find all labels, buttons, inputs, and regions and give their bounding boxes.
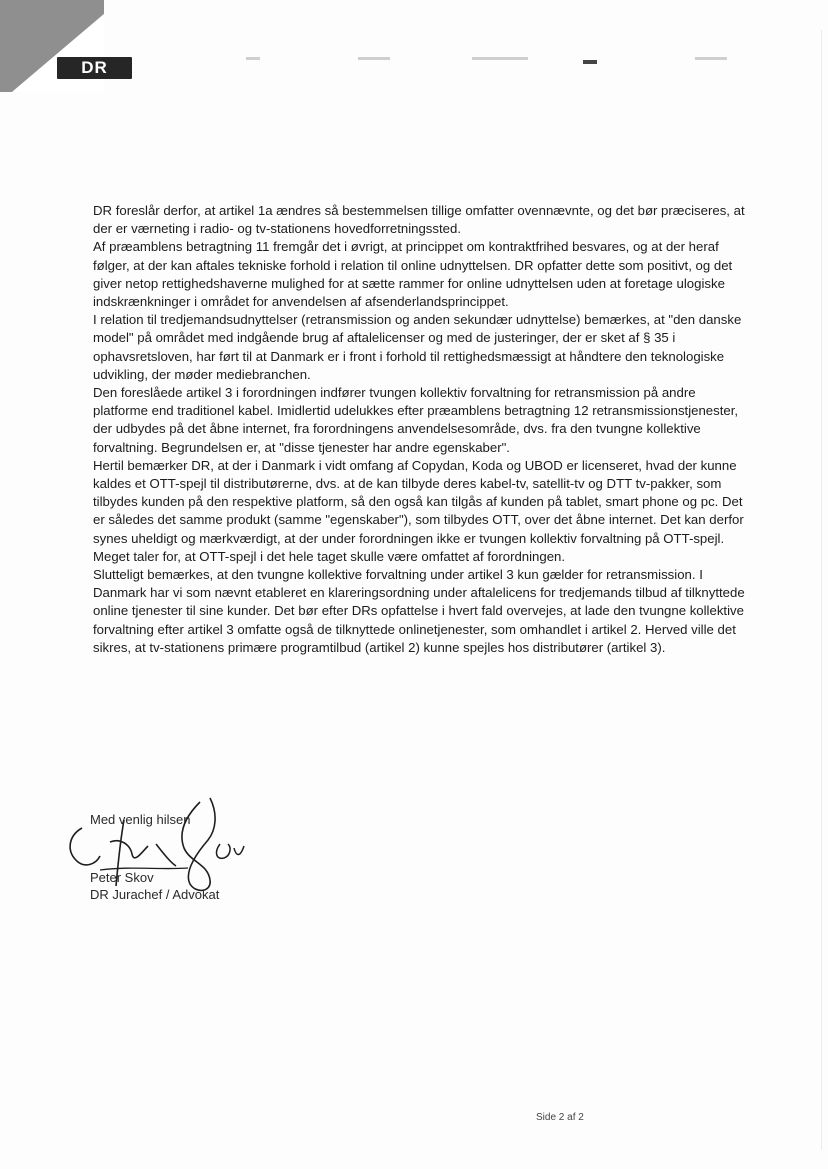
paragraph: DR foreslår derfor, at artikel 1a ændres så bestemmelsen tillige omfatter ovennævnte, og det bør præciseres, at der er værneting i radio- og tv-stationens hovedforretningssted. [93,203,745,237]
paragraph: Slutteligt bemærkes, at den tvungne kollektive forvaltning under artikel 3 kun gælder for retransmission. I Danmark har vi som nævnt etableret en klareringsordning under aftalelicens for tredjemands tilbud af tilknyttede online tjenester til sine kunder. Det bør efter DRs opfattelse i hvert fald overvejes, at lade den tvungne kollektive forvaltning efter artikel 3 omfatte også de tilknyttede onlinetjenester, som omhandlet i artikel 2. Herved ville det sikres, at tv-stationens primære programtilbud (artikel 2) kunne spejles hos distributører (artikel 3). [93,567,745,655]
paragraph: I relation til tredjemandsudnyttelser (retransmission og anden sekundær udnyttelse) bemærkes, at "den danske model" på området med indgående brug af aftalelicenser og med de justeringer, der er sket af § 35 i ophavsretsloven, har ført til at Danmark er i front i forhold til rettighedsmæssigt at håndtere den teknologiske udvikling, der møder mediebranchen. [93,312,742,382]
page-number: Side 2 af 2 [536,1112,584,1123]
header-mark [358,57,390,60]
closing-text: Med venlig hilsen [90,812,191,827]
signer-name: Peter Skov [90,870,154,885]
header-mark [246,57,260,60]
letter-body [93,202,753,657]
paragraph: Af præamblens betragtning 11 fremgår det i øvrigt, at princippet om kontraktfrihed besvares, og at der heraf følger, at der kan aftales tekniske forhold i relation til online udnyttelsen. DR opfatter dette som positivt, og det giver netop rettighedshaverne mulighed for at sætte rammer for online udnyttelsen uden at foretage ulogiske indskrænkninger i området for anvendelsen af afsenderlandsprincippet. [93,239,733,310]
paragraph: Den foreslåede artikel 3 i forordningen indfører tvungen kollektiv forvaltning for retransmission på andre platforme end traditionel kabel. Imidlertid udelukkes efter præamblens betragtning 12 retransmissionstjenester, der udbydes på det åbne internet, fra forordningens anvendelsesområde, dvs. fra den tvungne kollektive forvaltning. Begrundelsen er, at "disse tjenester har andre egenskaber". [93,385,739,455]
signer-title: DR Jurachef / Advokat [90,887,220,902]
page-edge-line [821,30,822,1150]
header-mark [695,57,727,60]
handwritten-signature [60,790,250,900]
dr-logo [57,57,132,79]
dr-logo-text: DR [81,58,108,77]
paragraph: Hertil bemærker DR, at der i Danmark i vidt omfang af Copydan, Koda og UBOD er licenseret, hvad der kunne kaldes et OTT-spejl til distributørerne, dvs. at de kan tilbyde deres kabel-tv, satellit-tv og DTT tv-pakker, som tilbydes kunden på den respektive platform, så den også kan tilgås af kunden på tablet, smart phone og pc. Det er således det samme produkt (samme "egenskaber"), som tilbydes OTT, over det åbne internet. Det kan derfor synes uheldigt og mærkværdigt, at der under forordningen ikke er tvungen kollektiv forvaltning på OTT-spejl. Meget taler for, at OTT-spejl i det hele taget skulle være omfattet af forordningen. [93,457,744,564]
corner-fold-graphic [0,0,110,100]
header-mark [583,60,597,64]
header-mark [472,57,528,60]
